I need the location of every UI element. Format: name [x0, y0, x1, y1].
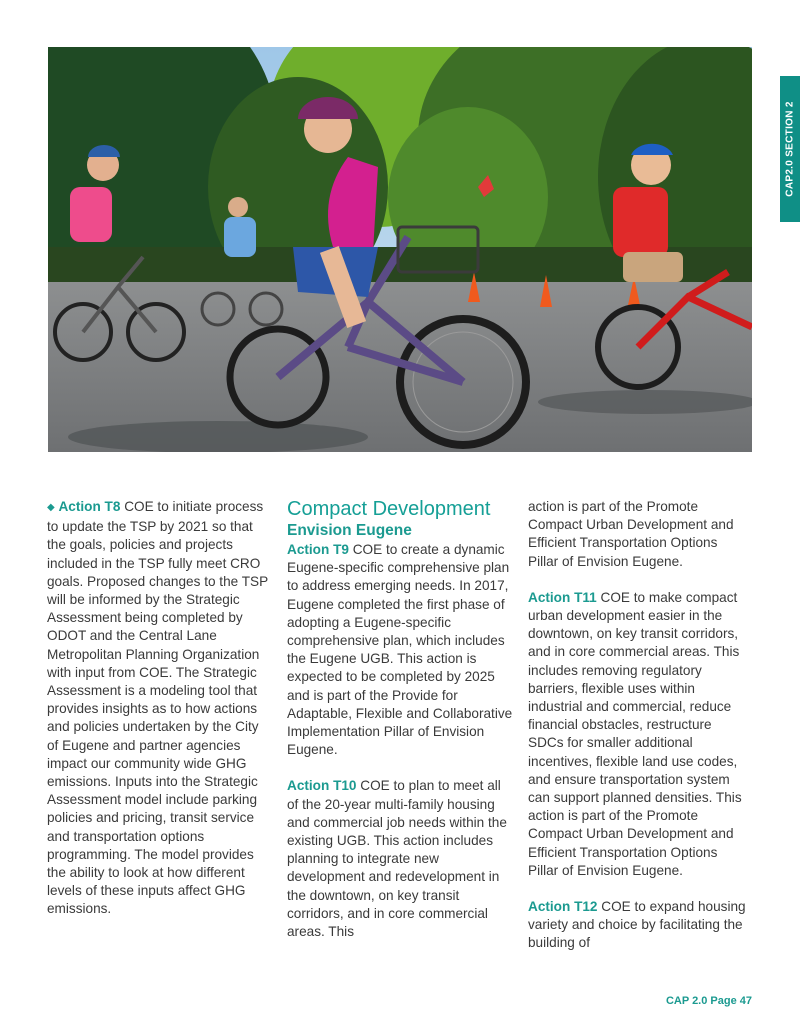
action-t9-text: COE to create a dynamic Eugene-specific comprehensive plan to address emerging needs. In 2017, Eugene completed the first phase of adopting a Eugene-specific comprehensive plan, which includes the Eugene UGB. This action is expected to be completed by 2025 and is part of the Provide for Adaptable, Flexible and Collaborative Implementation Pillar of Envision Eugene.: [287, 542, 513, 758]
column-2: [287, 498, 513, 959]
children-riding-bicycles-photo: [48, 47, 752, 452]
action-t8-paragraph: [47, 498, 269, 919]
action-t10-continuation: action is part of the Promote Compact Urban Development and Efficient Transportation Options Pillar of Envision Eugene.: [528, 499, 734, 569]
action-t11-text: COE to make compact urban development easier in the downtown, on key transit corridors, and in core commercial areas. This includes removing regulatory barriers, flexible uses within industrial and commercial, reduce financial obstacles, restructure SDCs for smaller additional incentives, flexible land use codes, and ensure transportation system can support planned densities. This action is part of the Promote Compact Urban Development and Efficient Transportation Options Pillar of Envision Eugene.: [528, 589, 742, 878]
section-tab: [780, 76, 800, 222]
section-heading: Compact Development: [287, 498, 491, 520]
action-t11-label: Action T11: [528, 589, 597, 605]
page-number: CAP 2.0 Page 47: [665, 995, 752, 1007]
action-t9-paragraph: [287, 541, 513, 759]
action-t12-paragraph: [528, 898, 750, 953]
column-1: [47, 498, 269, 937]
action-t10-text: COE to plan to meet all of the 20-year multi-family housing and commercial job needs within the existing UGB. This action includes planning to integrate new development and redevelopment in the downtown, on key transit corridors, and in core commercial areas. This: [287, 778, 507, 940]
action-t9-label: Action T9: [287, 542, 349, 557]
action-t12-text: COE to expand housing variety and choice by facilitating the building of: [528, 899, 746, 951]
action-t10-label: Action T10: [287, 778, 357, 794]
diamond-bullet-icon: ◆: [47, 502, 55, 513]
action-t11-paragraph: [528, 589, 750, 880]
action-t12-label: Action T12: [528, 899, 598, 915]
action-t8-label: Action T8: [58, 499, 121, 514]
action-t8-text: COE to initiate process to update the TSP by 2021 so that the goals, policies and projects included in the TSP fully meet CRO goals. Proposed changes to the TSP will be informed by the Strategic Assessment being completed by ODOT and the Central Lane Metropolitan Planning Organization with input from COE. The Strategic Assessment is a modeling tool that provides insights as to how actions and policies undertaken by the City of Eugene and partner agencies impact our community wide GHG emissions. Inputs into the Strategic Assessment model include parking policies and pricing, transit service and transportation options programming. The model provides the ability to look at how different levels of these inputs affect GHG emissions.: [47, 499, 268, 917]
section-subheading: Envision Eugene: [287, 522, 412, 539]
column-3: [528, 498, 750, 971]
section-tab-label: CAP2.0 SECTION 2: [784, 101, 796, 197]
hero-photo: [48, 47, 752, 452]
action-t10-paragraph: [287, 777, 513, 941]
